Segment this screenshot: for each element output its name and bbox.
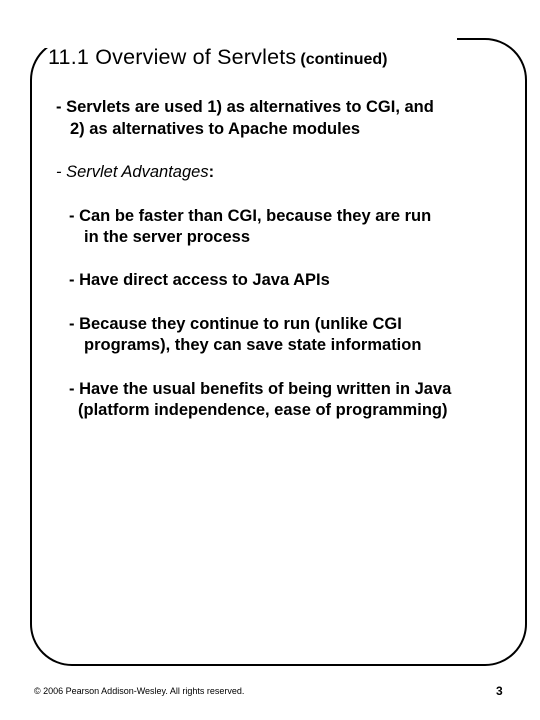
slide-title-continued: (continued) [300,51,388,68]
slide-title-main: 11.1 Overview of Servlets [48,45,297,69]
bullet-2-line-1: - Have direct access to Java APIs [69,271,330,289]
bullet-1-line-1: - Can be faster than CGI, because they are run [69,207,432,225]
slide-title [48,47,387,69]
intro-line-1: - Servlets are used 1) as alternatives to CGI, and [56,98,434,116]
bullet-1-line-2: in the server process [84,228,250,246]
advantages-prefix: - [56,163,67,181]
bullet-3-line-1: - Because they continue to run (unlike CGI [69,315,402,333]
advantages-heading [56,161,214,183]
advantages-colon: : [208,163,215,181]
bullet-3-line-2: programs), they can save state information [84,336,422,354]
intro-line-2: 2) as alternatives to Apache modules [70,120,361,138]
bullet-4-line-2: (platform independence, ease of programming) [78,401,448,419]
page-number: 3 [496,684,503,698]
bullet-4-line-1: - Have the usual benefits of being written in Java [69,380,452,398]
advantages-heading-text: Servlet Advantages [66,163,209,181]
footer-copyright: © 2006 Pearson Addison-Wesley. All rights reserved. [34,686,245,696]
